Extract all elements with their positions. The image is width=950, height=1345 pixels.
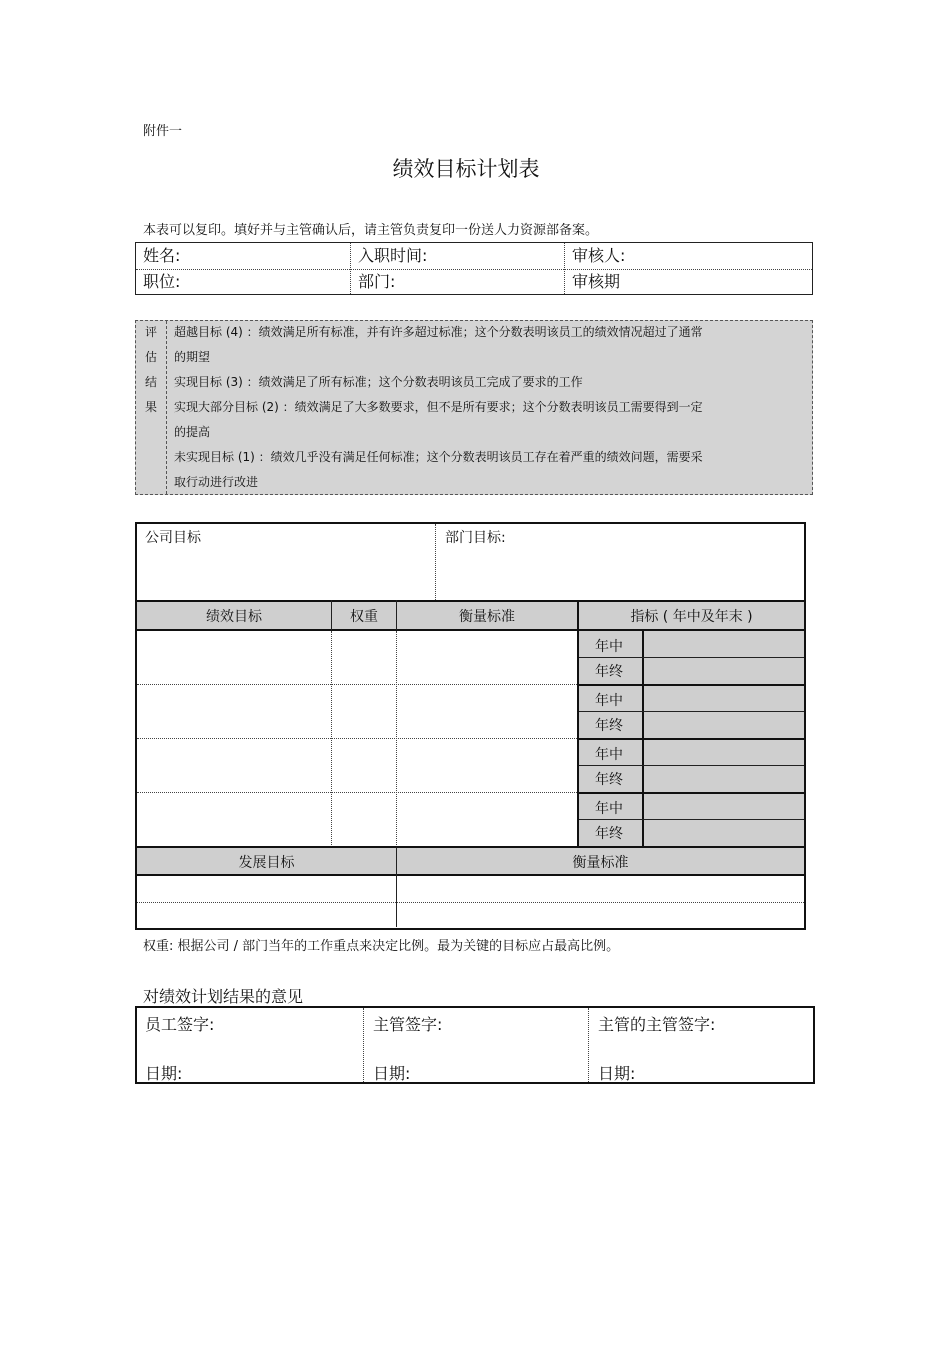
- page-title: 绩效目标计划表: [392, 157, 540, 181]
- signature-table: [135, 1006, 815, 1084]
- mid-year-label: 年中: [595, 747, 623, 763]
- eval-line: 未实现目标 (1) ：绩效几乎没有满足任何标准；这个分数表明该员工存在着严重的绩效问题，需要采: [174, 450, 703, 464]
- evaluation-box: [135, 320, 813, 495]
- year-end-label: 年终: [595, 826, 623, 842]
- header-measure: 衡量标准: [459, 609, 515, 625]
- eval-side-char: 估: [144, 350, 157, 364]
- date-label: 日期:: [145, 1064, 183, 1083]
- eval-side-char: 评: [144, 325, 157, 339]
- eval-line: 实现大部分目标 (2) ：绩效满足了大多数要求，但不是所有要求；这个分数表明该员工需要得到一定: [174, 400, 703, 414]
- eval-line: 的期望: [174, 350, 211, 364]
- name-label: 姓名:: [143, 246, 181, 265]
- eval-line: 实现目标 (3) ：绩效满足了所有标准；这个分数表明该员工完成了要求的工作: [174, 375, 583, 389]
- eval-line: 取行动进行改进: [174, 475, 259, 489]
- position-label: 职位:: [143, 272, 181, 291]
- senior-supervisor-sign-label: 主管的主管签字:: [598, 1015, 716, 1034]
- opinion-title: 对绩效计划结果的意见: [143, 987, 304, 1006]
- header-indicator: 指标 ( 年中及年末 ): [630, 609, 753, 625]
- eval-side-char: 结: [144, 375, 157, 389]
- header-weight: 权重: [350, 609, 378, 625]
- eval-line: 超越目标 (4) ：绩效满足所有标准，并有许多超过标准；这个分数表明该员工的绩效情况超过了通常: [174, 325, 703, 339]
- mid-year-label: 年中: [595, 801, 623, 817]
- company-goal-label: 公司目标: [145, 530, 201, 546]
- department-label: 部门:: [358, 272, 396, 291]
- join-date-label: 入职时间:: [358, 246, 428, 265]
- department-goal-label: 部门目标:: [445, 530, 506, 546]
- reviewer-label: 审核人:: [572, 246, 626, 265]
- eval-side-char: 果: [144, 400, 157, 414]
- review-period-label: 审核期: [572, 272, 621, 291]
- header-performance-goal: 绩效目标: [206, 609, 262, 625]
- year-end-label: 年终: [595, 772, 623, 788]
- instruction-text: 本表可以复印。填好并与主管确认后，请主管负责复印一份送人力资源部备案。: [143, 223, 599, 238]
- weight-note: 权重: 根据公司 / 部门当年的工作重点来决定比例。最为关键的目标应占最高比例。: [143, 939, 620, 954]
- year-end-label: 年终: [595, 718, 623, 734]
- development-goal-header: 发展目标: [238, 855, 295, 871]
- goals-table: [135, 522, 806, 930]
- attachment-label: 附件一: [143, 124, 183, 139]
- date-label: 日期:: [373, 1064, 411, 1083]
- year-end-label: 年终: [595, 664, 623, 680]
- employee-sign-label: 员工签字:: [145, 1015, 215, 1034]
- date-label: 日期:: [598, 1064, 636, 1083]
- eval-line: 的提高: [174, 425, 211, 439]
- development-measure-header: 衡量标准: [572, 855, 629, 871]
- mid-year-label: 年中: [595, 693, 623, 709]
- mid-year-label: 年中: [595, 639, 623, 655]
- employee-info-table: [135, 242, 813, 295]
- supervisor-sign-label: 主管签字:: [373, 1015, 443, 1034]
